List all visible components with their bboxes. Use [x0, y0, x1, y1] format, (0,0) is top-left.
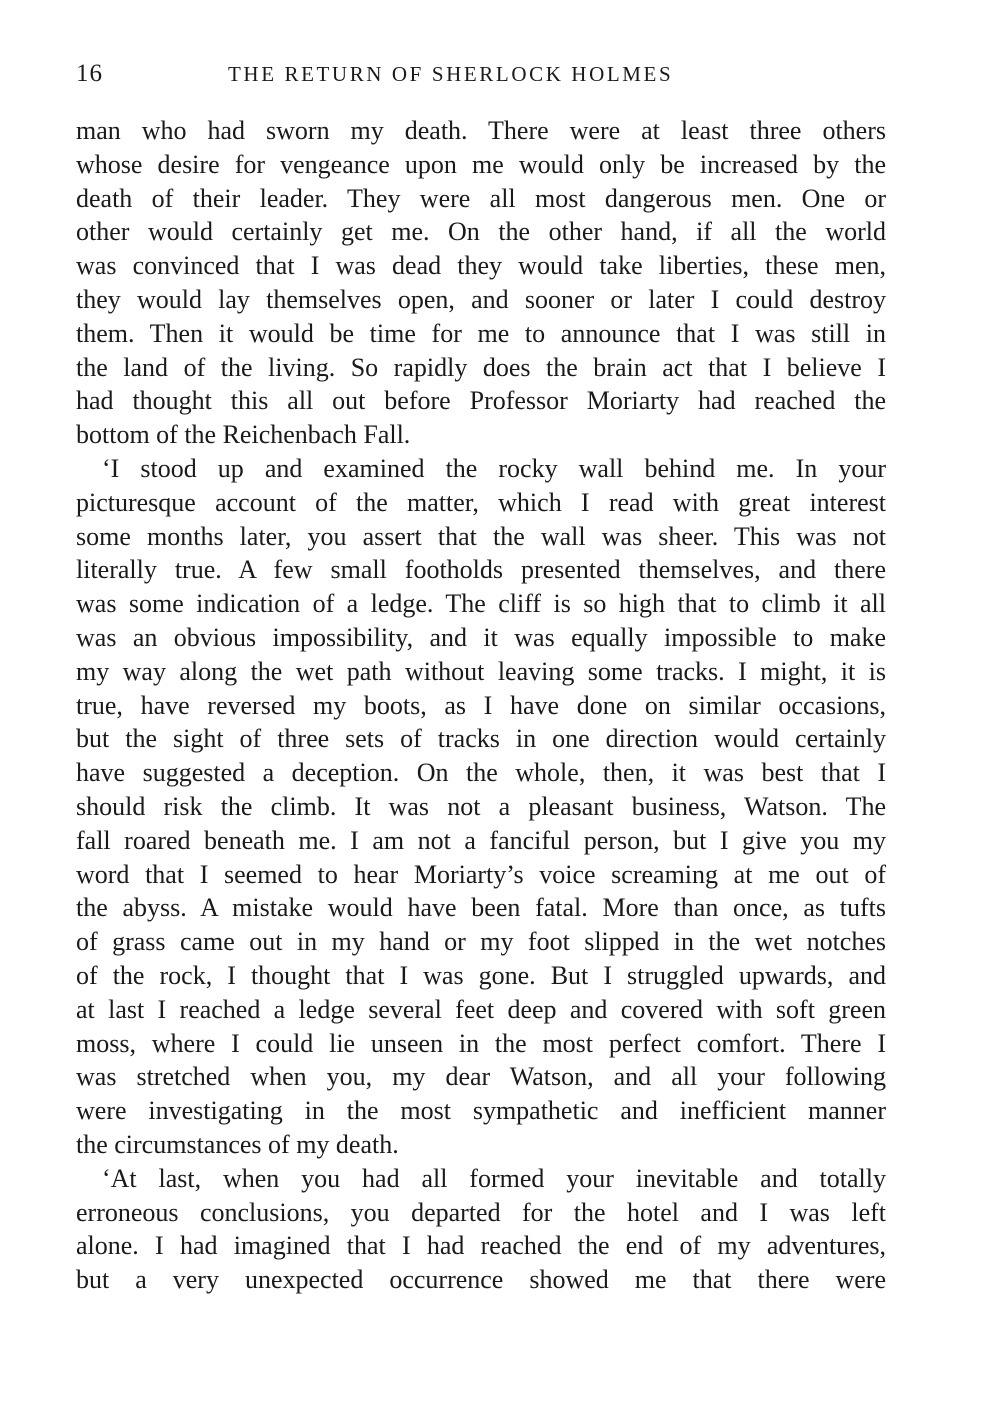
page-number: 16: [76, 60, 103, 87]
text-line: them. Then it would be time for me to announce that I was still in: [76, 318, 886, 348]
text-line: at last I reached a ledge several feet deep and covered with soft green: [76, 994, 886, 1024]
text-line: should risk the climb. It was not a pleasant business, Watson. The: [76, 791, 886, 821]
text-line: alone. I had imagined that I had reached the end of my adventures,: [76, 1231, 886, 1261]
text-line: had thought this all out before Professor Moriarty had reached the: [76, 386, 886, 416]
text-line: of the rock, I thought that I was gone. But I struggled upwards, and: [76, 960, 886, 990]
text-line: my way along the wet path without leaving some tracks. I might, it is: [76, 656, 886, 686]
text-line: erroneous conclusions, you departed for the hotel and I was left: [76, 1197, 886, 1227]
text-line: the circumstances of my death.: [76, 1129, 399, 1159]
text-line: some months later, you assert that the wall was sheer. This was not: [76, 521, 886, 551]
text-line: literally true. A few small footholds presented themselves, and there: [76, 555, 886, 585]
text-line: fall roared beneath me. I am not a fanciful person, but I give you my: [76, 825, 886, 855]
text-line: moss, where I could lie unseen in the most perfect comfort. There I: [76, 1028, 886, 1058]
page-header: [76, 60, 886, 100]
body-text: [76, 114, 886, 1297]
running-title: THE RETURN OF SHERLOCK HOLMES: [228, 62, 674, 86]
text-line: but the sight of three sets of tracks in one direction would certainly: [76, 724, 886, 754]
text-line: but a very unexpected occurrence showed me that there were: [76, 1265, 886, 1295]
text-line: the abyss. A mistake would have been fatal. More than once, as tufts: [76, 893, 886, 923]
text-line: whose desire for vengeance upon me would only be increased by the: [76, 149, 886, 179]
text-line: the land of the living. So rapidly does the brain act that I believe I: [76, 352, 886, 382]
paragraph: [76, 1162, 886, 1297]
text-line: they would lay themselves open, and sooner or later I could destroy: [76, 284, 886, 314]
text-line: were investigating in the most sympathetic and inefficient manner: [76, 1096, 886, 1126]
text-line: man who had sworn my death. There were at least three others: [76, 116, 886, 145]
text-line: was an obvious impossibility, and it was equally impossible to make: [76, 622, 886, 652]
paragraph: [76, 114, 886, 452]
text-line: ‘At last, when you had all formed your inevitable and totally: [102, 1163, 886, 1193]
text-line: was stretched when you, my dear Watson, and all your following: [76, 1062, 886, 1092]
text-line: was some indication of a ledge. The cliff is so high that to climb it all: [76, 589, 886, 619]
text-line: bottom of the Reichenbach Fall.: [76, 420, 411, 450]
text-line: other would certainly get me. On the other hand, if all the world: [76, 217, 886, 247]
text-line: word that I seemed to hear Moriarty’s voice screaming at me out of: [76, 859, 886, 889]
text-line: ‘I stood up and examined the rocky wall behind me. In your: [102, 453, 886, 483]
text-line: of grass came out in my hand or my foot slipped in the wet notches: [76, 927, 886, 957]
paragraph: [76, 452, 886, 1162]
text-line: true, have reversed my boots, as I have done on similar occasions,: [76, 690, 886, 720]
text-line: was convinced that I was dead they would take liberties, these men,: [76, 251, 886, 281]
text-line: picturesque account of the matter, which I read with great interest: [76, 487, 886, 517]
text-line: have suggested a deception. On the whole, then, it was best that I: [76, 758, 886, 788]
text-line: death of their leader. They were all most dangerous men. One or: [76, 183, 886, 213]
